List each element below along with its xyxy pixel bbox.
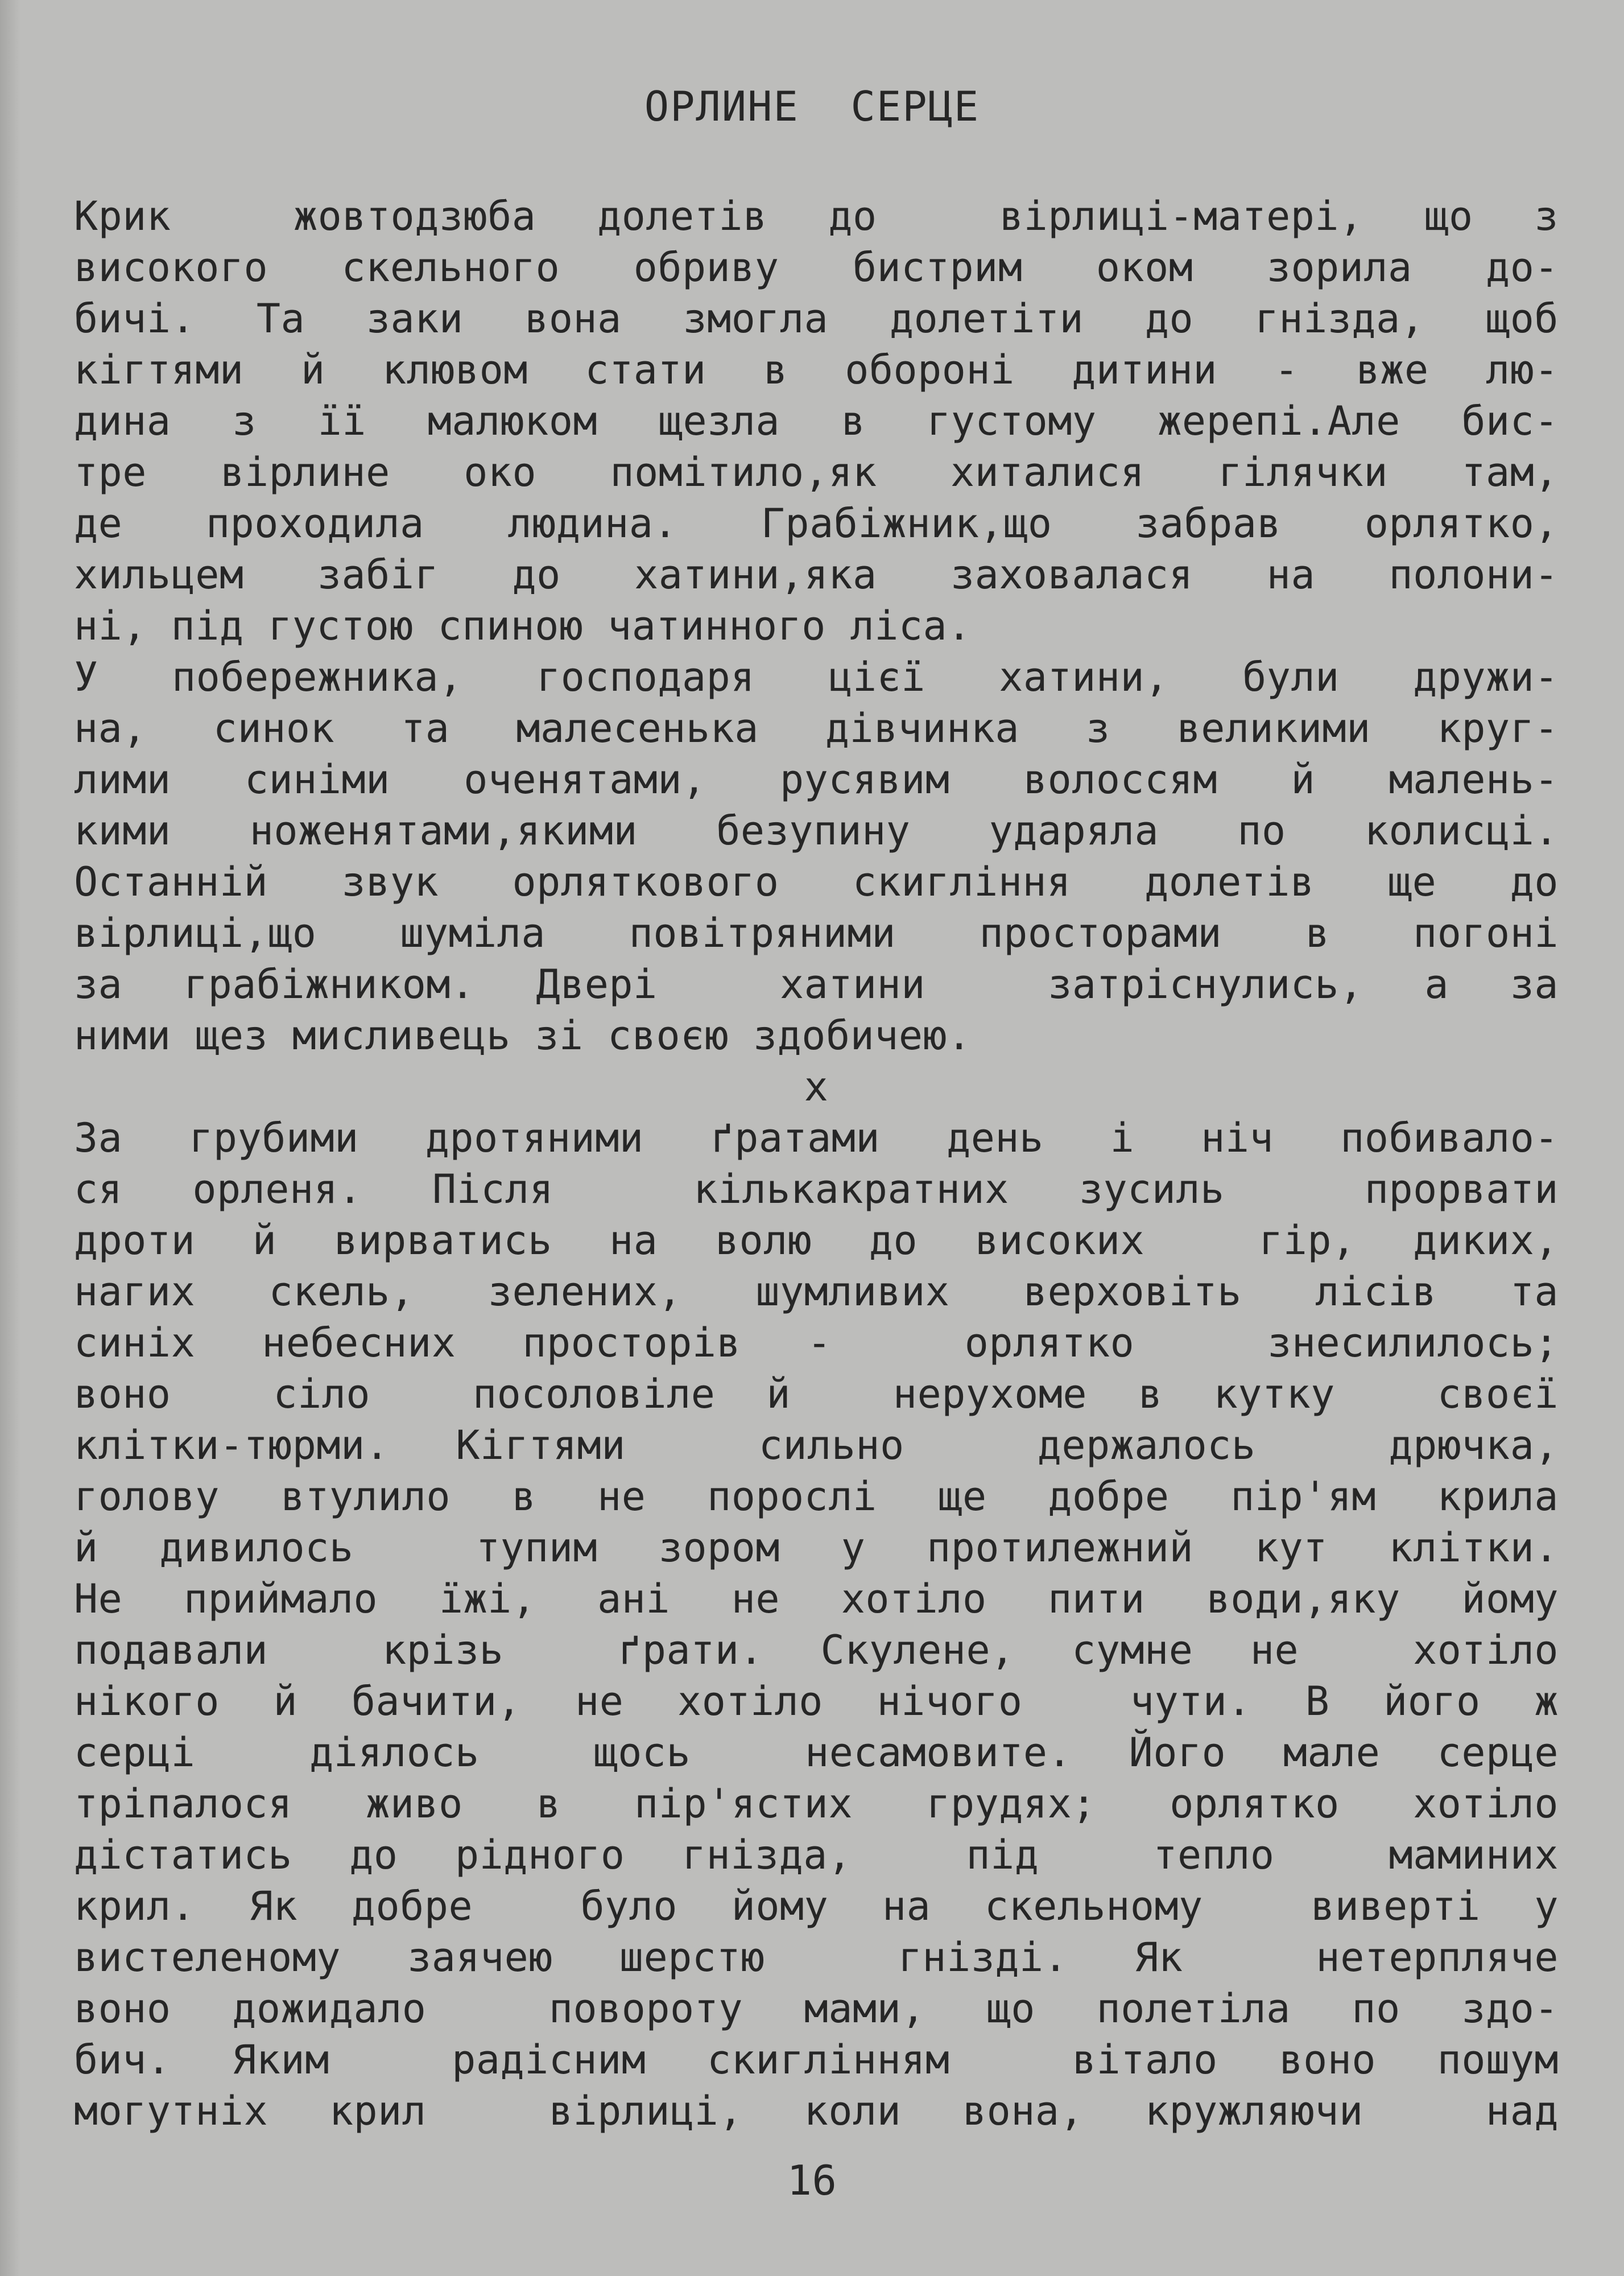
text-line: кими ноженятами,якими безупину ударяла по колисці. <box>74 807 1559 854</box>
text-line: дістатись до рідного гнізда, під тепло маминих <box>74 1832 1559 1878</box>
text-line: ся орленя. Після кількакратних зусиль прорвати <box>74 1166 1559 1213</box>
text-line: на, синок та малесенька дівчинка з великими круг- <box>74 705 1559 752</box>
text-line: ними щез мисливець зі своєю здобичею. <box>74 1012 972 1059</box>
text-line: бич. Яким радісним скиглінням вітало воно пошум <box>74 2036 1559 2083</box>
text-line: могутніх крил вірлиці, коли вона, кружляючи над <box>74 2088 1559 2134</box>
section-separator: x <box>804 1063 829 1110</box>
text-line: Останній звук орляткового скигління долетів ще до <box>74 859 1559 905</box>
text-line: вистеленому заячею шерстю гнізді. Як нетерпляче <box>74 1934 1559 1981</box>
text-line: дина з її малюком щезла в густому жерепі.Але бис- <box>74 398 1559 444</box>
text-line: кігтями й клювом стати в обороні дитини - вже лю- <box>74 347 1559 393</box>
text-line: тре вірлине око помітило,як хиталися гілячки там, <box>74 449 1559 496</box>
text-line: хильцем забіг до хатини,яка заховалася на полони- <box>74 551 1559 598</box>
text-line: високого скельного обриву бистрим оком зорила до- <box>74 244 1559 291</box>
text-line: нагих скель, зелених, шумливих верховіть лісів та <box>74 1268 1559 1315</box>
text-line: За грубими дротяними ґратами день і ніч побивало- <box>74 1115 1559 1161</box>
text-line: серці діялось щось несамовите. Його мале серце <box>74 1729 1559 1776</box>
text-line: голову втулило в не порослі ще добре пір'ям крила <box>74 1473 1559 1520</box>
text-line: воно дожидало повороту мами, що полетіла по здо- <box>74 1985 1559 2032</box>
text-line: дроти й вирватись на волю до високих гір, диких, <box>74 1217 1559 1264</box>
text-line: за грабіжником. Двері хатини затріснулись, а за <box>74 961 1559 1008</box>
text-line: тріпалося живо в пір'ястих грудях; орлятко хотіло <box>74 1780 1559 1827</box>
text-line: крил. Як добре було йому на скельному виверті у <box>74 1883 1559 1929</box>
text-line: клітки-тюрми. Кігтями сильно держалось дрючка, <box>74 1422 1559 1469</box>
text-line: й дивилось тупим зором у протилежний кут клітки. <box>74 1524 1559 1571</box>
text-line: подавали крізь ґрати. Скулене, сумне не хотіло <box>74 1627 1559 1673</box>
text-line: вірлиці,що шуміла повітряними просторами в погоні <box>74 910 1559 956</box>
page-title: ОРЛИНЕ СЕРЦЕ <box>644 83 980 130</box>
text-line: синіх небесних просторів - орлятко знесилилось; <box>74 1320 1559 1366</box>
text-line: У побережника, господаря цієї хатини, були дружи- <box>74 654 1559 700</box>
page-edge-shadow <box>0 0 20 2276</box>
body-text <box>74 191 1559 2137</box>
text-line: лими синіми оченятами, русявим волоссям й малень- <box>74 756 1559 803</box>
text-line: Не приймало їжі, ані не хотіло пити води,яку йому <box>74 1576 1559 1622</box>
text-line: ні, під густою спиною чатинного ліса. <box>74 603 972 649</box>
text-line: бичі. Та заки вона змогла долетіти до гнізда, щоб <box>74 295 1559 342</box>
text-line: де проходила людина. Грабіжник,що забрав орлятко, <box>74 500 1559 547</box>
text-line: Крик жовтодзюба долетів до вірлиці-матері, що з <box>74 193 1559 240</box>
text-line: воно сіло посоловіле й нерухоме в кутку своєї <box>74 1371 1559 1417</box>
page-number: 16 <box>787 2157 837 2204</box>
text-line: нікого й бачити, не хотіло нічого чути. В його ж <box>74 1678 1559 1725</box>
